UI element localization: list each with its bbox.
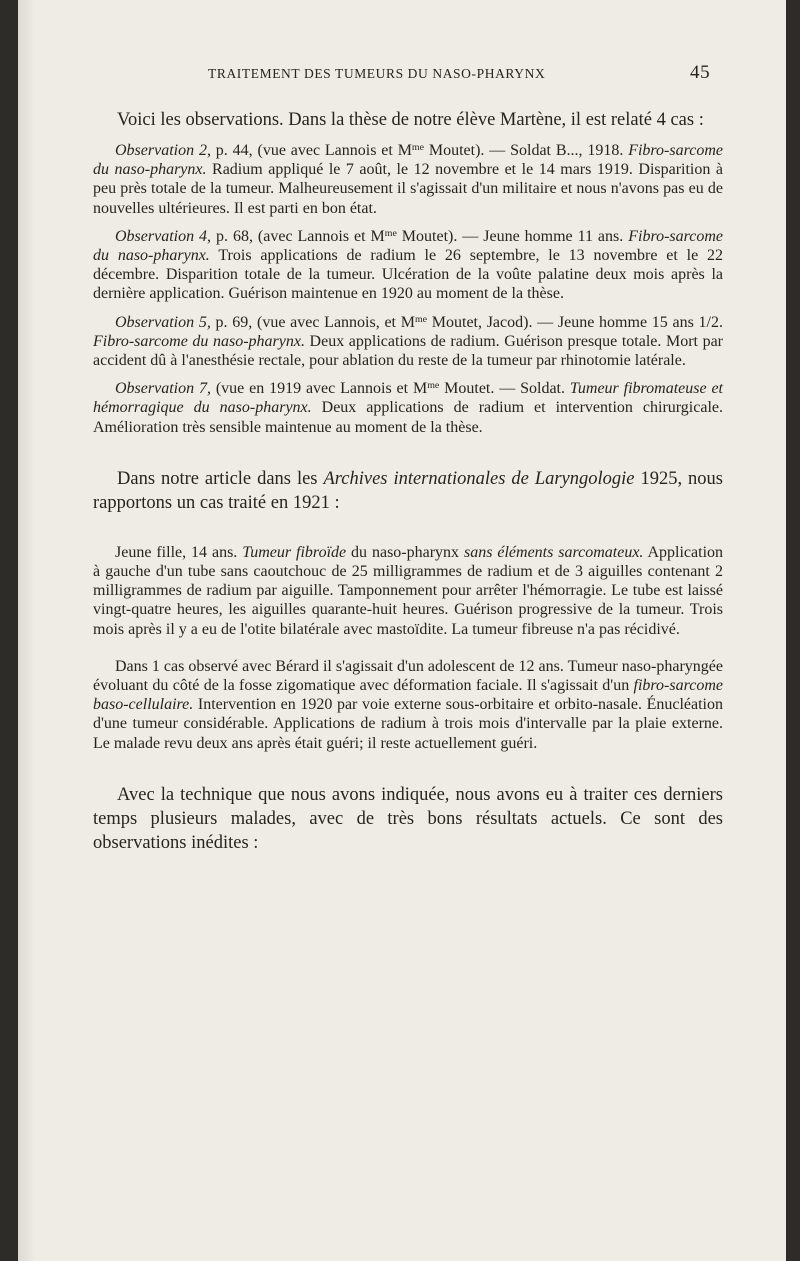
page-body <box>93 108 723 855</box>
article-text: Dans notre article dans les <box>117 468 324 489</box>
observation-2 <box>93 141 723 218</box>
observation-text: Moutet). — Soldat B..., 1918. <box>424 142 629 159</box>
superscript: me <box>384 227 397 239</box>
diagnosis: fibro-sarcome baso-cellulaire. <box>93 677 723 714</box>
case-text: Dans 1 cas observé avec Bérard il s'agissait d'un adolescent de 12 ans. Tumeur naso-pharyngée évoluant du côté de la fosse zigomatique avec déformation faciale. Il s'agissait d'un <box>93 657 723 695</box>
observation-text: Deux applications de radium. Guérison presque totale. Mort par accident dû à l'anesthésie rectale, pour ablation du reste de la tumeur par rhinotomie latérale. <box>93 332 723 370</box>
intro-paragraph <box>93 108 723 132</box>
observation-label: Observation 7, <box>115 380 211 398</box>
diagnosis: Fibro-sarcome du naso-pharynx. <box>93 142 723 179</box>
observation-text: Moutet). — Jeune homme 11 ans. <box>396 227 629 245</box>
observation-text: Deux applications de radium et intervention chirurgicale. Amélioration très sensible maintenue au moment de la thèse. <box>93 399 723 436</box>
observation-text: Trois applications de radium le 26 septembre, le 13 novembre et le 22 décembre. Disparition totale de la tumeur. Ulcération de la voûte palatine deux mois après la dernière application. Guérison maintenue en 1920 au moment de la thèse. <box>93 247 724 303</box>
observation-text: p. 69, (vue avec Lannois, et M <box>210 313 415 331</box>
observation-text: Moutet. — Soldat. <box>439 380 570 398</box>
case-young-girl <box>93 543 723 639</box>
superscript: me <box>427 380 440 392</box>
journal-title: Archives internationales de Laryngologie <box>323 468 635 489</box>
case-text: Intervention en 1920 par voie externe sous-orbitaire et orbito-nasale. Énucléation d'une tumeur considérable. Applications de radium à trois mois d'intervalle par la plaie externe. Le malade revu deux ans après était guéri; il reste actuellement guéri. <box>93 696 723 752</box>
article-text: 1925, nous rapportons un cas traité en 1921 : <box>93 468 723 513</box>
intro-text: Voici les observations. Dans la thèse de notre élève Martène, il est relaté 4 cas : <box>117 110 704 130</box>
observation-text: p. 68, (avec Lannois et M <box>211 227 385 245</box>
observation-label: Observation 2, <box>115 142 211 159</box>
diagnosis: Tumeur fibromateuse et hémorragique du naso-pharynx. <box>93 380 724 417</box>
diagnosis: Tumeur fibroïde <box>242 543 347 561</box>
observation-label: Observation 5, <box>115 313 211 331</box>
page-number: 45 <box>690 62 711 83</box>
running-head <box>18 62 786 88</box>
running-title: TRAITEMENT DES TUMEURS DU NASO-PHARYNX <box>208 66 546 81</box>
book-page <box>18 0 786 1261</box>
observation-text: (vue en 1919 avec Lannois et M <box>210 380 428 398</box>
final-text: Avec la technique que nous avons indiquée, nous avons eu à traiter ces derniers temps plusieurs malades, avec de très bons résultats actuels. Ce sont des observations inédites : <box>93 784 723 853</box>
case-text: Jeune fille, 14 ans. <box>115 543 243 561</box>
diagnosis: Fibro-sarcome du naso-pharynx. <box>93 227 724 265</box>
observation-text: p. 44, (vue avec Lannois et M <box>210 142 412 159</box>
diagnosis: Fibro-sarcome du naso-pharynx. <box>93 332 305 350</box>
case-text: Application à gauche d'un tube sans caoutchouc de 25 milligrammes de radium et de 3 aiguilles contenant 2 milligrammes de radium par aiguille. Tamponnement pour arrêter l'hémorragie. Le tube est laissé vingt-quatre heures, les aiguilles quarante-huit heures. Guérison progressive de la tumeur. Trois mois après il y a eu de l'otite bilatérale avec mastoïdite. La tumeur fibreuse n'a pas récidivé. <box>93 543 724 638</box>
case-berard <box>93 657 723 753</box>
observation-7 <box>93 379 723 437</box>
diagnosis: sans éléments sarcomateux. <box>463 543 644 561</box>
observation-text: Moutet, Jacod). — Jeune homme 15 ans 1/2. <box>427 313 723 331</box>
observation-label: Observation 4, <box>115 227 212 245</box>
final-paragraph <box>93 783 723 855</box>
superscript: me <box>411 142 425 154</box>
superscript: me <box>414 313 428 325</box>
page-gutter-shadow <box>18 0 36 1261</box>
observation-5 <box>93 313 723 371</box>
observation-text: Radium appliqué le 7 août, le 12 novembre et le 14 mars 1919. Disparition à peu près totale de la tumeur. Malheureusement il s'agissait d'un militaire et nous n'avons pas eu de nouvelles ultérieures. Il est parti en bon état. <box>93 161 724 217</box>
article-paragraph <box>93 467 723 515</box>
case-text: du naso-pharynx <box>346 543 464 561</box>
observation-4 <box>93 227 723 304</box>
